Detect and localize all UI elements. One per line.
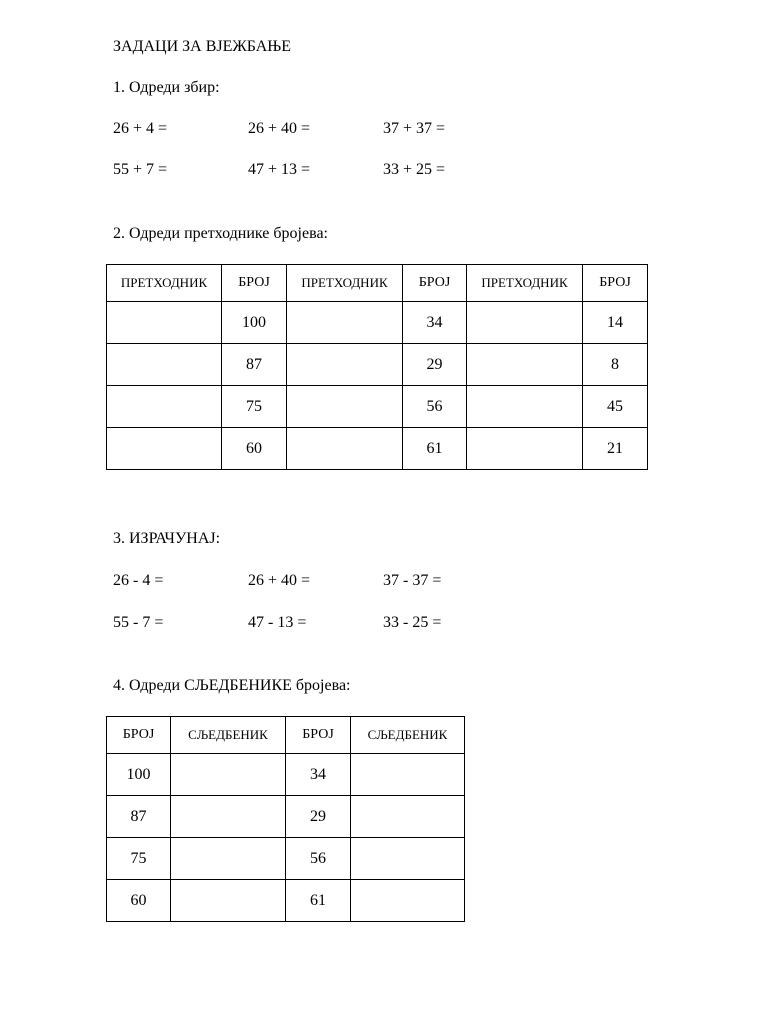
column-header-number: БРОЈ — [222, 265, 287, 302]
number-cell: 21 — [583, 428, 648, 470]
task3-equation: 47 - 13 = — [248, 614, 307, 631]
table-row — [107, 428, 648, 470]
number-cell: 61 — [286, 880, 351, 922]
page-title: ЗАДАЦИ ЗА ВЈЕЖБАЊЕ — [113, 38, 291, 55]
answer-cell[interactable] — [467, 302, 583, 344]
table-header-row — [107, 265, 648, 302]
number-cell: 87 — [222, 344, 287, 386]
task3-equation: 55 - 7 = — [113, 614, 164, 631]
number-cell: 45 — [583, 386, 648, 428]
number-cell: 60 — [107, 880, 171, 922]
task1-equation: 55 + 7 = — [113, 161, 168, 178]
column-header-number: БРОЈ — [107, 717, 171, 754]
task1-equation: 47 + 13 = — [248, 161, 311, 178]
number-cell: 14 — [583, 302, 648, 344]
number-cell: 61 — [403, 428, 467, 470]
number-cell: 29 — [286, 796, 351, 838]
number-cell: 8 — [583, 344, 648, 386]
column-header-number: БРОЈ — [583, 265, 648, 302]
task1-equation: 26 + 4 = — [113, 120, 168, 137]
number-cell: 34 — [286, 754, 351, 796]
task1-equation: 26 + 40 = — [248, 120, 311, 137]
column-header-predecessor: ПРЕТХОДНИК — [107, 265, 222, 302]
number-cell: 60 — [222, 428, 287, 470]
answer-cell[interactable] — [107, 344, 222, 386]
task1-equation: 33 + 25 = — [383, 161, 446, 178]
answer-cell[interactable] — [287, 386, 403, 428]
answer-cell[interactable] — [287, 302, 403, 344]
answer-cell[interactable] — [107, 428, 222, 470]
table-row — [107, 302, 648, 344]
successor-table — [106, 716, 465, 922]
answer-cell[interactable] — [171, 880, 286, 922]
table-row — [107, 344, 648, 386]
answer-cell[interactable] — [351, 796, 465, 838]
answer-cell[interactable] — [351, 880, 465, 922]
table-row — [107, 796, 465, 838]
number-cell: 87 — [107, 796, 171, 838]
table-row — [107, 754, 465, 796]
number-cell: 29 — [403, 344, 467, 386]
task1-equation: 37 + 37 = — [383, 120, 446, 137]
column-header-predecessor: ПРЕТХОДНИК — [467, 265, 583, 302]
answer-cell[interactable] — [467, 428, 583, 470]
answer-cell[interactable] — [467, 386, 583, 428]
answer-cell[interactable] — [287, 344, 403, 386]
answer-cell[interactable] — [171, 796, 286, 838]
answer-cell[interactable] — [351, 754, 465, 796]
answer-cell[interactable] — [171, 754, 286, 796]
task3-equation: 26 - 4 = — [113, 572, 164, 589]
column-header-number: БРОЈ — [403, 265, 467, 302]
number-cell: 100 — [222, 302, 287, 344]
number-cell: 56 — [286, 838, 351, 880]
column-header-successor: СЉЕДБЕНИК — [171, 717, 286, 754]
number-cell: 75 — [222, 386, 287, 428]
task4-heading: 4. Одреди СЉЕДБЕНИКЕ бројева: — [113, 677, 351, 694]
task1-heading: 1. Одреди збир: — [113, 79, 220, 96]
number-cell: 100 — [107, 754, 171, 796]
table-row — [107, 386, 648, 428]
table-row — [107, 880, 465, 922]
number-cell: 75 — [107, 838, 171, 880]
number-cell: 34 — [403, 302, 467, 344]
task2-heading: 2. Одреди претходнике бројева: — [113, 225, 328, 242]
table-header-row — [107, 717, 465, 754]
answer-cell[interactable] — [107, 386, 222, 428]
task3-equation: 33 - 25 = — [383, 614, 442, 631]
predecessor-table — [106, 264, 648, 470]
answer-cell[interactable] — [107, 302, 222, 344]
table-row — [107, 838, 465, 880]
answer-cell[interactable] — [467, 344, 583, 386]
column-header-successor: СЉЕДБЕНИК — [351, 717, 465, 754]
task3-equation: 26 + 40 = — [248, 572, 311, 589]
column-header-predecessor: ПРЕТХОДНИК — [287, 265, 403, 302]
task3-heading: 3. ИЗРАЧУНАЈ: — [113, 530, 221, 547]
column-header-number: БРОЈ — [286, 717, 351, 754]
answer-cell[interactable] — [351, 838, 465, 880]
task3-equation: 37 - 37 = — [383, 572, 442, 589]
answer-cell[interactable] — [287, 428, 403, 470]
answer-cell[interactable] — [171, 838, 286, 880]
number-cell: 56 — [403, 386, 467, 428]
